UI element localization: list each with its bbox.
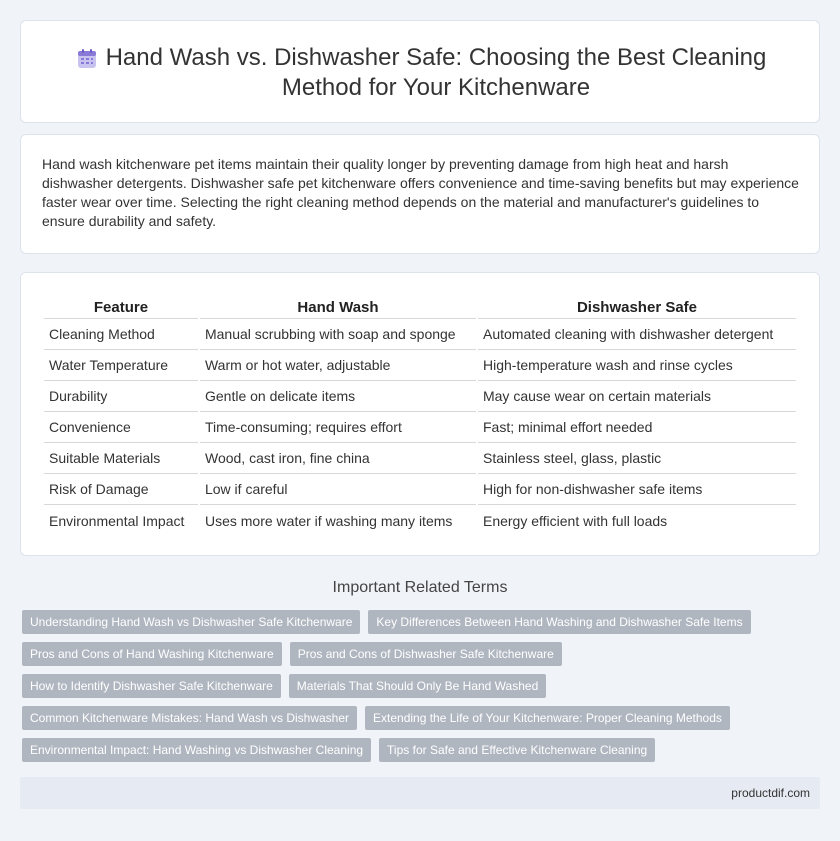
related-term-tag[interactable]: Materials That Should Only Be Hand Washed (289, 674, 546, 698)
footer-site-link[interactable]: productdif.com (731, 786, 810, 800)
related-term-tag[interactable]: How to Identify Dishwasher Safe Kitchenware (22, 674, 281, 698)
table-cell: Water Temperature (44, 350, 198, 381)
table-cell: Fast; minimal effort needed (478, 412, 796, 443)
related-term-tag[interactable]: Extending the Life of Your Kitchenware: Proper Cleaning Methods (365, 706, 730, 730)
comparison-table (42, 297, 798, 536)
table-row (44, 319, 796, 350)
table-cell: Time-consuming; requires effort (200, 412, 476, 443)
title-wrap (21, 43, 821, 103)
table-cell: Automated cleaning with dishwasher detergent (478, 319, 796, 350)
related-term-tag[interactable]: Tips for Safe and Effective Kitchenware Cleaning (379, 738, 655, 762)
table-cell: Manual scrubbing with soap and sponge (200, 319, 476, 350)
table-cell: Stainless steel, glass, plastic (478, 443, 796, 474)
table-cell: Durability (44, 381, 198, 412)
tag-row (22, 642, 822, 666)
table-cell: Energy efficient with full loads (482, 512, 668, 529)
table-row (44, 505, 796, 536)
intro-paragraph: Hand wash kitchenware pet items maintain their quality longer by preventing damage from high heat and harsh dishwasher detergents. Dishwasher safe pet kitchenware offers convenience and time-saving benefits but may experience faster wear over time. Selecting the right cleaning method depends on the material and manufacturer's guidelines to ensure durability and safety. (42, 156, 799, 229)
table-cell: Warm or hot water, adjustable (200, 350, 476, 381)
table-cell: Gentle on delicate items (200, 381, 476, 412)
table-cell: Environmental Impact (49, 512, 185, 529)
footer (20, 777, 820, 809)
tag-row (22, 706, 822, 730)
table-cell: High for non-dishwasher safe items (478, 474, 796, 505)
table-header-row (44, 297, 796, 319)
title-card (20, 20, 820, 123)
table-cell: Suitable Materials (44, 443, 198, 474)
table-row (44, 443, 796, 474)
table-cell: Wood, cast iron, fine china (200, 443, 476, 474)
table-cell: High-temperature wash and rinse cycles (478, 350, 796, 381)
table-row (44, 474, 796, 505)
table-row (44, 381, 796, 412)
table-cell: Low if careful (200, 474, 476, 505)
table-cell: May cause wear on certain materials (478, 381, 796, 412)
calendar-icon (76, 48, 98, 70)
column-header: Feature (44, 297, 198, 319)
table-cell: Uses more water if washing many items (204, 512, 453, 529)
table-row (44, 412, 796, 443)
related-term-tag[interactable]: Common Kitchenware Mistakes: Hand Wash vs Dishwasher (22, 706, 357, 730)
column-header: Dishwasher Safe (478, 297, 796, 319)
intro-card (20, 134, 820, 254)
related-terms-tags (22, 610, 822, 770)
related-term-tag[interactable]: Pros and Cons of Hand Washing Kitchenware (22, 642, 282, 666)
table-cell: Cleaning Method (44, 319, 198, 350)
related-term-tag[interactable]: Key Differences Between Hand Washing and Dishwasher Safe Items (368, 610, 750, 634)
related-terms-heading: Important Related Terms (332, 579, 508, 596)
comparison-table-card (20, 272, 820, 556)
table-row (44, 350, 796, 381)
table-cell: Risk of Damage (44, 474, 198, 505)
related-term-tag[interactable]: Understanding Hand Wash vs Dishwasher Safe Kitchenware (22, 610, 360, 634)
tag-row (22, 610, 822, 634)
page-title: Hand Wash vs. Dishwasher Safe: Choosing the Best Cleaning Method for Your Kitchenware (105, 44, 767, 101)
table-cell: Convenience (44, 412, 198, 443)
tag-row (22, 738, 822, 762)
tag-row (22, 674, 822, 698)
related-term-tag[interactable]: Pros and Cons of Dishwasher Safe Kitchenware (290, 642, 562, 666)
column-header: Hand Wash (200, 297, 476, 319)
related-term-tag[interactable]: Environmental Impact: Hand Washing vs Dishwasher Cleaning (22, 738, 371, 762)
